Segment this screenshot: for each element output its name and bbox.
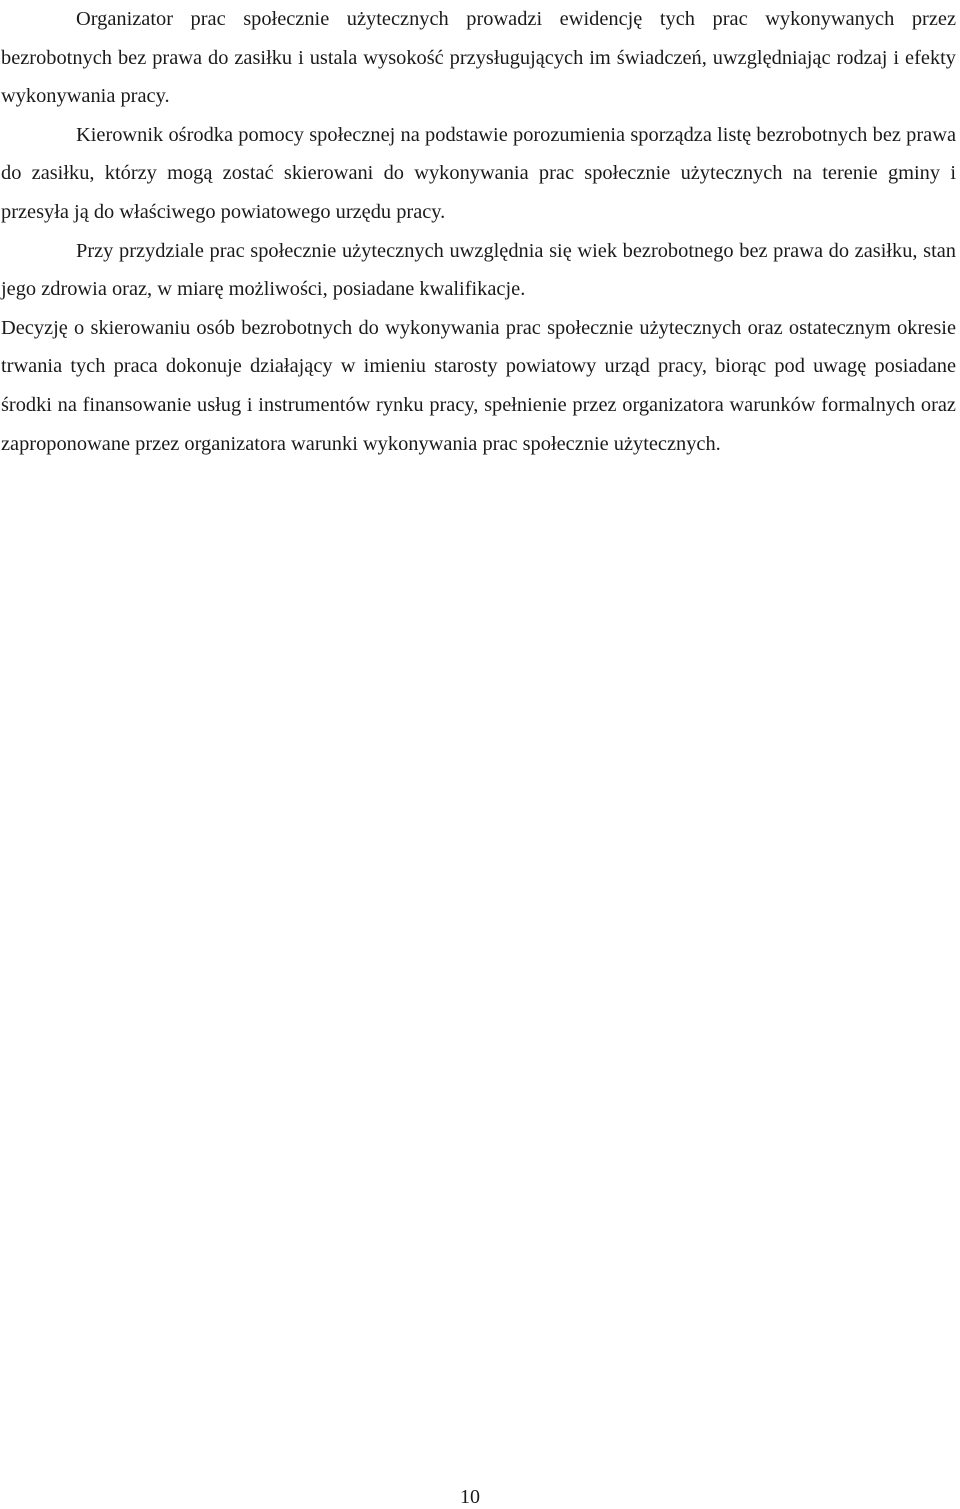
paragraph: Decyzję o skierowaniu osób bezrobotnych do wykonywania prac społecznie użytecznych oraz ostatecznym okresie trwania tych praca dokonuje działający w imieniu starosty powiatowy urząd pracy, biorąc pod uwagę posiadane środki na finansowanie usług i instrumentów rynku pracy, spełnienie przez organizatora warunków formalnych oraz zaproponowane przez organizatora warunki wykonywania prac społecznie użytecznych. bbox=[1, 316, 956, 455]
body-text bbox=[1, 0, 956, 463]
paragraph: Przy przydziale prac społecznie użytecznych uwzględnia się wiek bezrobotnego bez prawa do zasiłku, stan jego zdrowia oraz, w miarę możliwości, posiadane kwalifikacje. bbox=[1, 239, 956, 301]
page-number: 10 bbox=[460, 1486, 480, 1508]
paragraph: Organizator prac społecznie użytecznych prowadzi ewidencję tych prac wykonywanych przez bezrobotnych bez prawa do zasiłku i ustala wysokość przysługujących im świadczeń, uwzględniając rodzaj i efekty wykonywania pracy. bbox=[1, 8, 956, 108]
paragraph: Kierownik ośrodka pomocy społecznej na podstawie porozumienia sporządza listę bezrobotnych bez prawa do zasiłku, którzy mogą zostać skierowani do wykonywania prac społecznie użytecznych na terenie gminy i przesyła ją do właściwego powiatowego urzędu pracy. bbox=[1, 123, 956, 223]
